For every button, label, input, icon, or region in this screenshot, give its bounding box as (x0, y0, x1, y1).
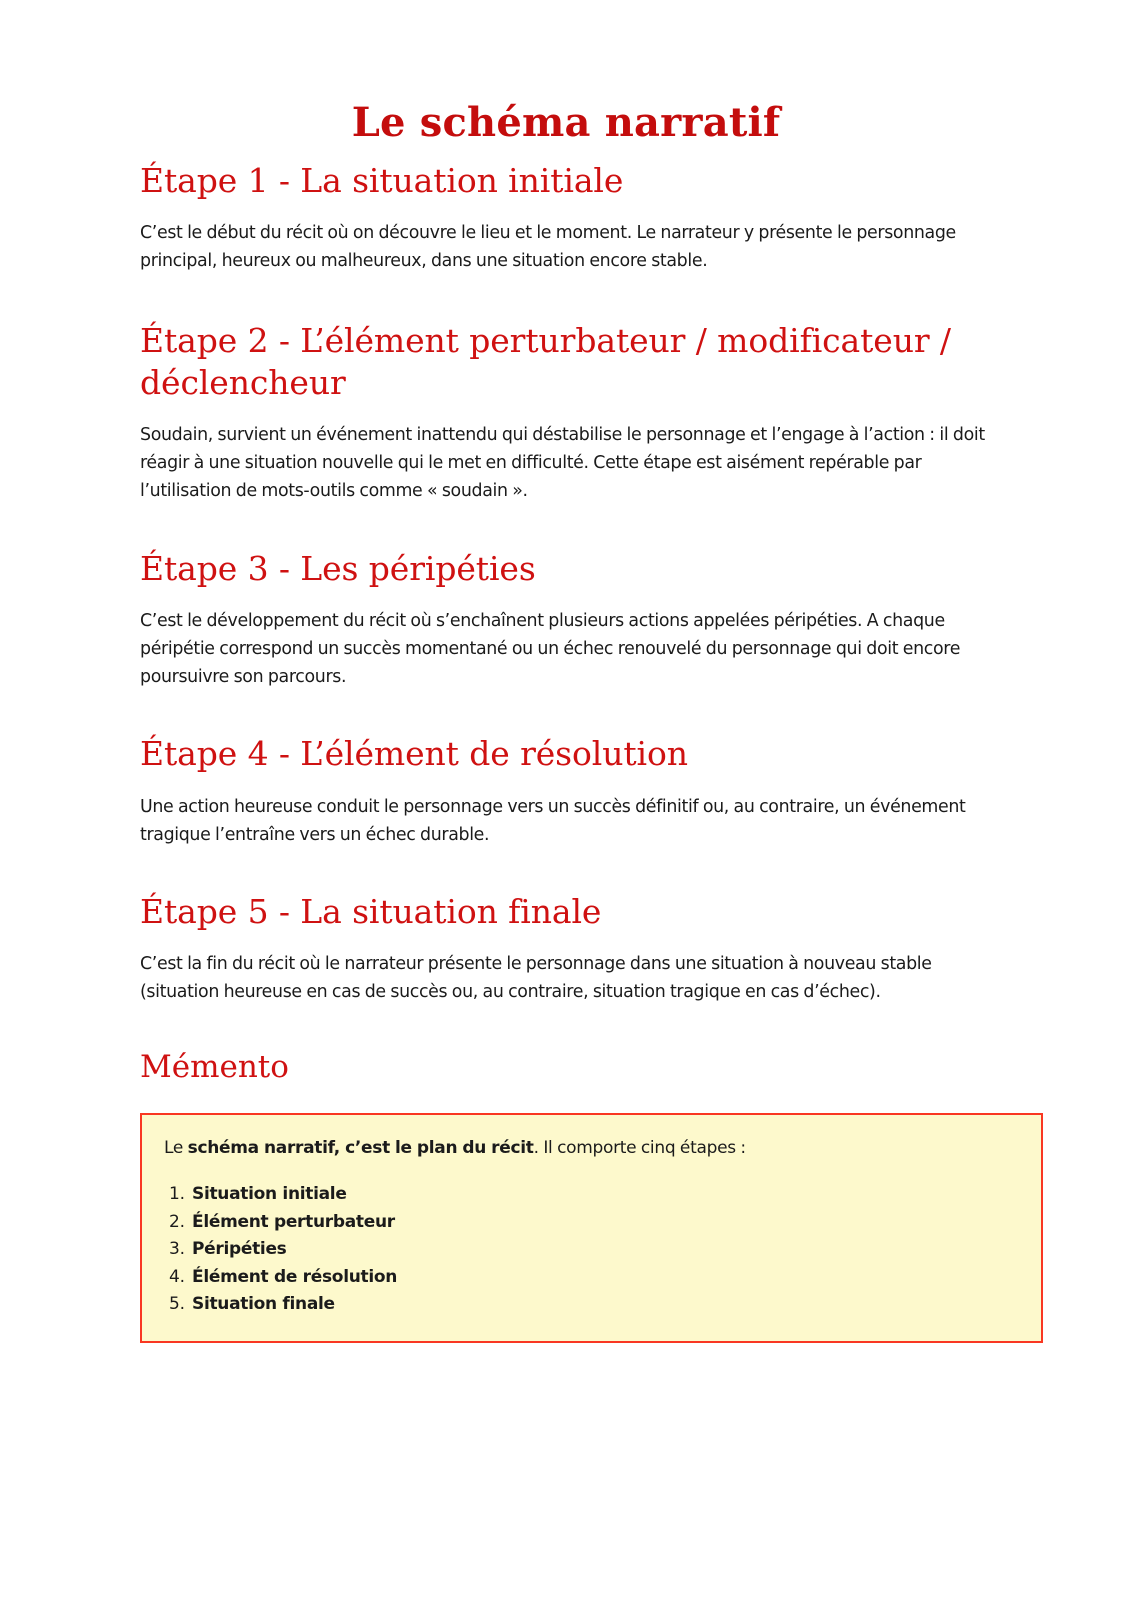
step-paragraph-3: C’est le développement du récit où s’enchaînent plusieurs actions appelées péripéties. A chaque péripétie correspond un succès momentané ou un échec renouvelé du personnage qui doit encore poursuivre son parcours. (140, 610, 961, 688)
memento-intro-after: . Il comporte cinq étapes : (533, 1137, 746, 1158)
list-item (190, 1209, 1019, 1237)
step-section-3 (140, 548, 1010, 692)
spacer (140, 282, 1010, 320)
step-paragraph-5: C’est la fin du récit où le narrateur présente le personnage dans une situation à nouveau stable (situation heureuse en cas de succès ou, au contraire, situation tragique en cas d’échec). (140, 954, 932, 1003)
memento-item-label: Péripéties (192, 1239, 287, 1260)
page-title: Le schéma narratif (351, 98, 781, 146)
memento-item-label: Situation initiale (192, 1184, 347, 1205)
step-paragraph-2: Soudain, survient un événement inattendu qui déstabilise le personnage et l’engage à l’action : il doit réagir à une situation nouvelle qui le met en difficulté. Cette étape est aisément repérable par l’utilisation de mots-outils comme « soudain ». (140, 425, 985, 502)
step-section-4 (140, 733, 1010, 849)
memento-intro-before: Le (164, 1137, 188, 1158)
step-paragraph-4: Une action heureuse conduit le personnage vers un succès définitif ou, au contraire, un événement tragique l’entraîne vers un échec durable. (140, 796, 966, 845)
memento-item-label: Élément perturbateur (192, 1211, 395, 1232)
memento-item-label: Élément de résolution (192, 1266, 398, 1287)
list-item (190, 1236, 1019, 1264)
memento-intro-bold: schéma narratif, c’est le plan du récit (187, 1137, 534, 1158)
memento-item-label: Situation finale (192, 1294, 335, 1315)
memento-callout-box (140, 1113, 1043, 1343)
spacer (140, 1013, 1010, 1047)
step-heading-4: Étape 4 - L’élément de résolution (140, 734, 688, 774)
step-heading-2: Étape 2 - L’élément perturbateur / modificateur / déclencheur (140, 320, 951, 402)
memento-heading: Mémento (140, 1048, 289, 1085)
memento-section (140, 1047, 1010, 1343)
step-heading-1: Étape 1 - La situation initiale (140, 161, 624, 200)
memento-list (164, 1181, 1019, 1319)
step-paragraph-1: C’est le début du récit où on découvre le lieu et le moment. Le narrateur y présente le personnage principal, heureux ou malheureux, dans une situation encore stable. (140, 223, 956, 272)
step-section-1 (140, 160, 1010, 276)
step-section-2 (140, 320, 1010, 506)
list-item (190, 1264, 1019, 1292)
memento-intro (164, 1135, 1019, 1161)
spacer (140, 855, 1010, 891)
document-body (140, 160, 1010, 1349)
step-heading-5: Étape 5 - La situation finale (140, 892, 602, 932)
list-item (190, 1291, 1019, 1319)
spacer (140, 512, 1010, 548)
step-heading-3: Étape 3 - Les péripéties (140, 548, 536, 588)
step-section-5 (140, 891, 1010, 1007)
list-item (190, 1181, 1019, 1209)
spacer (140, 697, 1010, 733)
